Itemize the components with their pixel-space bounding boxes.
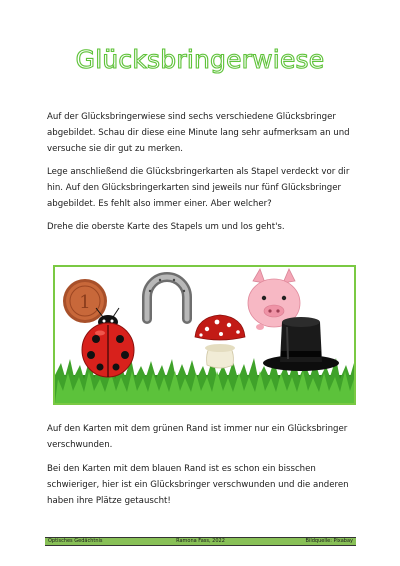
blue-border-paragraph: Bei den Karten mit dem blauen Rand ist es schon ein bisschen schwieriger, hier ist ein Glücksbringer verschwunden und die anderen haben ihre Plätze getauscht! xyxy=(47,464,349,506)
footer-topic: Optisches Gedächtnis xyxy=(48,538,103,544)
cards-paragraph: Lege anschließend die Glücksbringerkarten als Stapel verdeckt vor dir hin. Auf den Glücksbringerkarten sind jeweils nur fünf Glücksbringer abgebildet. Es fehlt also immer einer. Aber welcher? xyxy=(47,167,350,209)
coin-number: 1 xyxy=(79,292,91,313)
lucky-charm-meadow xyxy=(53,265,356,405)
page-title: Glücksbringerwiese xyxy=(75,45,325,74)
footer-author: Ramona Fass, 2022 xyxy=(176,538,225,544)
intro-paragraph: Auf der Glücksbringerwiese sind sechs verschiedene Glücksbringer abgebildet. Schau dir diese eine Minute lang sehr aufmerksam an und versuche sie dir gut zu merken. xyxy=(47,112,350,154)
start-paragraph: Drehe die oberste Karte des Stapels um und los geht's. xyxy=(47,222,285,232)
footer-bar xyxy=(45,537,356,546)
green-border-paragraph: Auf den Karten mit dem grünen Rand ist immer nur ein Glücksbringer verschwunden. xyxy=(47,424,348,450)
mushroom-icon xyxy=(195,315,245,368)
horseshoe-icon xyxy=(147,277,187,319)
footer-image-source: Bildquelle: Pixabay xyxy=(305,538,353,544)
coin-icon xyxy=(63,279,107,323)
